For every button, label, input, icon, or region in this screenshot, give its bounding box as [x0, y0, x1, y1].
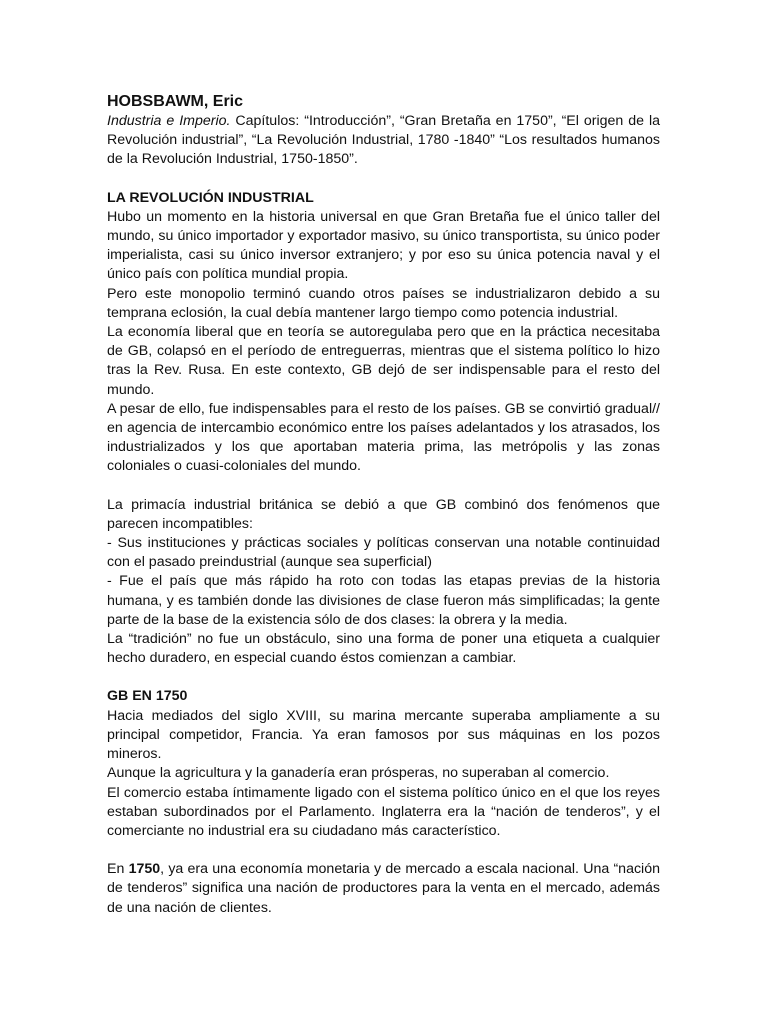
paragraph: Pero este monopolio terminó cuando otros países se industrializaron debido a su temprana eclosión, la cual debía mantener largo tiempo como potencia industrial.: [107, 285, 660, 321]
text-run: En: [107, 861, 129, 878]
paragraph: La “tradición” no fue un obstáculo, sino una forma de poner una etiqueta a cualquier hecho duradero, en especial cuando éstos comienzan a cambiar.: [107, 631, 660, 667]
book-reference: [107, 112, 660, 170]
chapter-list: Capítulos: “Introducción”, “Gran Bretaña en 1750”, “El origen de la Revolución industrial”, “La Revolución Industrial, 1780 -1840” “Los resultados humanos de la Revolución Industrial, 1750-1850”.: [107, 113, 660, 168]
paragraph: A pesar de ello, fue indispensables para el resto de los países. GB se convirtió gradual// en agencia de intercambio económico entre los países adelantados y los atrasados, los industrializados y los que aportaban materia prima, las metrópolis y las zonas coloniales o cuasi-coloniales del mundo.: [107, 400, 660, 475]
section-heading-gb-1750: GB EN 1750: [107, 688, 188, 705]
book-title: Industria e Imperio.: [107, 113, 231, 129]
list-item: - Sus instituciones y prácticas sociales y políticas conservan una notable continuidad con el pasado preindustrial (aunque sea superficial): [107, 535, 660, 571]
paragraph: El comercio estaba íntimamente ligado con el sistema político único en el que los reyes estaban subordinados por el Parlamento. Inglaterra era la “nación de tenderos”, y el comerciante no industrial era su ciudadano más característico.: [107, 784, 660, 839]
paragraph: La primacía industrial británica se debió a que GB combinó dos fenómenos que parecen incompatibles:: [107, 496, 660, 532]
year-highlight: 1750: [128, 861, 161, 878]
spacer: [107, 668, 660, 687]
paragraph: Hacia mediados del siglo XVIII, su marina mercante superaba ampliamente a su principal competidor, Francia. Ya eran famosos por sus máquinas en los pozos mineros.: [107, 707, 660, 763]
author-name: HOBSBAWM, Eric: [107, 93, 244, 110]
list-item: - Fue el país que más rápido ha roto con todas las etapas previas de la historia humana, y es también donde las divisiones de clase fueron más simplificadas; la gente parte de la base de la existencia sólo de dos clases: la obrera y la media.: [107, 573, 660, 628]
paragraph: Aunque la agricultura y la ganadería eran prósperas, no superaban al comercio.: [107, 765, 610, 782]
section-heading-revolucion: LA REVOLUCIÓN INDUSTRIAL: [107, 189, 314, 206]
spacer: [107, 841, 660, 860]
paragraph: La economía liberal que en teoría se autoregulaba pero que en la práctica necesitaba de GB, colapsó en el período de entreguerras, mientras que el sistema político lo hizo tras la Rev. Rusa. En este contexto, GB dejó de ser indispensable para el resto del mundo.: [107, 324, 660, 398]
spacer: [107, 477, 660, 496]
paragraph: Hubo un momento en la historia universal en que Gran Bretaña fue el único taller del mundo, su único importador y exportador masivo, su único transportista, su único poder imperialista, casi su único inversor extranjero; y por eso su única potencia naval y el único país con política mundial propia.: [107, 208, 660, 283]
paragraph: [107, 860, 660, 918]
text-run: , ya era una economía monetaria y de mercado a escala nacional. Una “nación de tenderos” significa una nación de productores para la venta en el mercado, además de una nación de clientes.: [107, 861, 660, 916]
spacer: [107, 170, 660, 189]
document-page: [107, 92, 660, 918]
